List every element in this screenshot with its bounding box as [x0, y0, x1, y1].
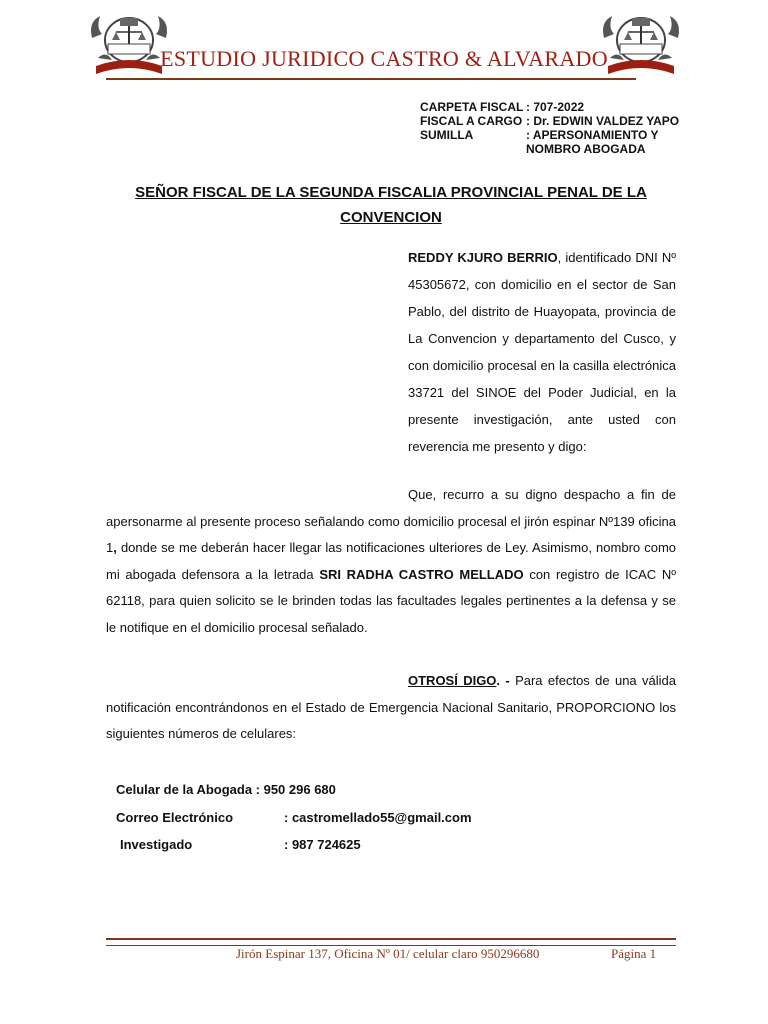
investigado-label: Investigado [120, 837, 193, 852]
sumilla-label: SUMILLA [420, 128, 474, 142]
investigado-value: : 987 724625 [284, 837, 361, 852]
meta-row-carpeta [420, 100, 679, 114]
p1-part1: Que, recurro a su digno despacho a fin de apersonarme al presente proceso señalando como domicilio procesal el jirón espinar Nº139 oficina 1 [106, 487, 676, 555]
contact-list [116, 776, 472, 859]
header-divider [106, 78, 636, 80]
otrosi-dash: . - [496, 673, 510, 688]
contact-row-abogada [116, 776, 472, 804]
petitioner-name: REDDY KJURO BERRIO [408, 250, 558, 265]
correo-label: Correo Electrónico [116, 809, 234, 825]
intro-text: , identificado DNI Nº 45305672, con domicilio en el sector de San Pablo, del distrito de Huayopata, provincia de La Convencion y departamento del Cusco, y con domicilio procesal en la casilla electrónica 33721 del SINOE del Poder Judicial, en la presente investigación, ante usted con reverencia me presento y digo: [408, 250, 676, 454]
carpeta-value: : 707-2022 [526, 100, 585, 114]
contact-row-investigado [116, 831, 472, 859]
otrosi-heading: OTROSÍ DIGO [408, 673, 497, 688]
body-paragraph-1 [106, 482, 676, 641]
p1-part3: con registro de ICAC Nº 62118, para quien solicito se le brinden todas las facultades legales pertinentes a la defensa y se le notifique en el domicilio procesal señalado. [106, 566, 676, 635]
meta-row-fiscal [420, 114, 679, 128]
intro-paragraph [408, 244, 676, 460]
sumilla-value: : APERSONAMIENTO Y [526, 128, 659, 142]
footer-address: Jirón Espinar 137, Oficina Nº 01/ celular claro 950296680 [236, 946, 540, 961]
p2-text: Para efectos de una válida notificación encontrándonos en el Estado de Emergencia Nacional Sanitario, PROPORCIONO los siguientes números de celulares: [106, 673, 676, 741]
sumilla-value-cont: NOMBRO ABOGADA [526, 142, 646, 156]
meta-row-sumilla-cont [420, 142, 679, 156]
contact-row-correo [116, 804, 472, 832]
meta-row-sumilla [420, 128, 679, 142]
lawyer-name: SRI RADHA CASTRO MELLADO [319, 566, 524, 582]
correo-value: : castromellado55@gmail.com [284, 809, 472, 825]
footer-divider [106, 938, 676, 946]
addressee-heading: SEÑOR FISCAL DE LA SEGUNDA FISCALIA PROVINCIAL PENAL DE LA CONVENCION [135, 184, 647, 226]
abogada-phone: Celular de la Abogada : 950 296 680 [116, 782, 336, 797]
fiscal-value: : Dr. EDWIN VALDEZ YAPO [526, 114, 680, 128]
p1-part2: donde se me deberán hacer llegar las notificaciones ulteriores de Ley. Asimismo, nombro como mi abogada defensora a la letrada [106, 540, 676, 582]
page-number: Página 1 [611, 946, 657, 961]
body-paragraph-2 [106, 668, 676, 748]
carpeta-label: CARPETA FISCAL [420, 100, 524, 114]
p1-comma: , [113, 540, 117, 555]
fiscal-label: FISCAL A CARGO [420, 114, 523, 128]
case-metadata [420, 100, 679, 156]
firm-name: ESTUDIO JURIDICO CASTRO & ALVARADO [160, 46, 608, 71]
